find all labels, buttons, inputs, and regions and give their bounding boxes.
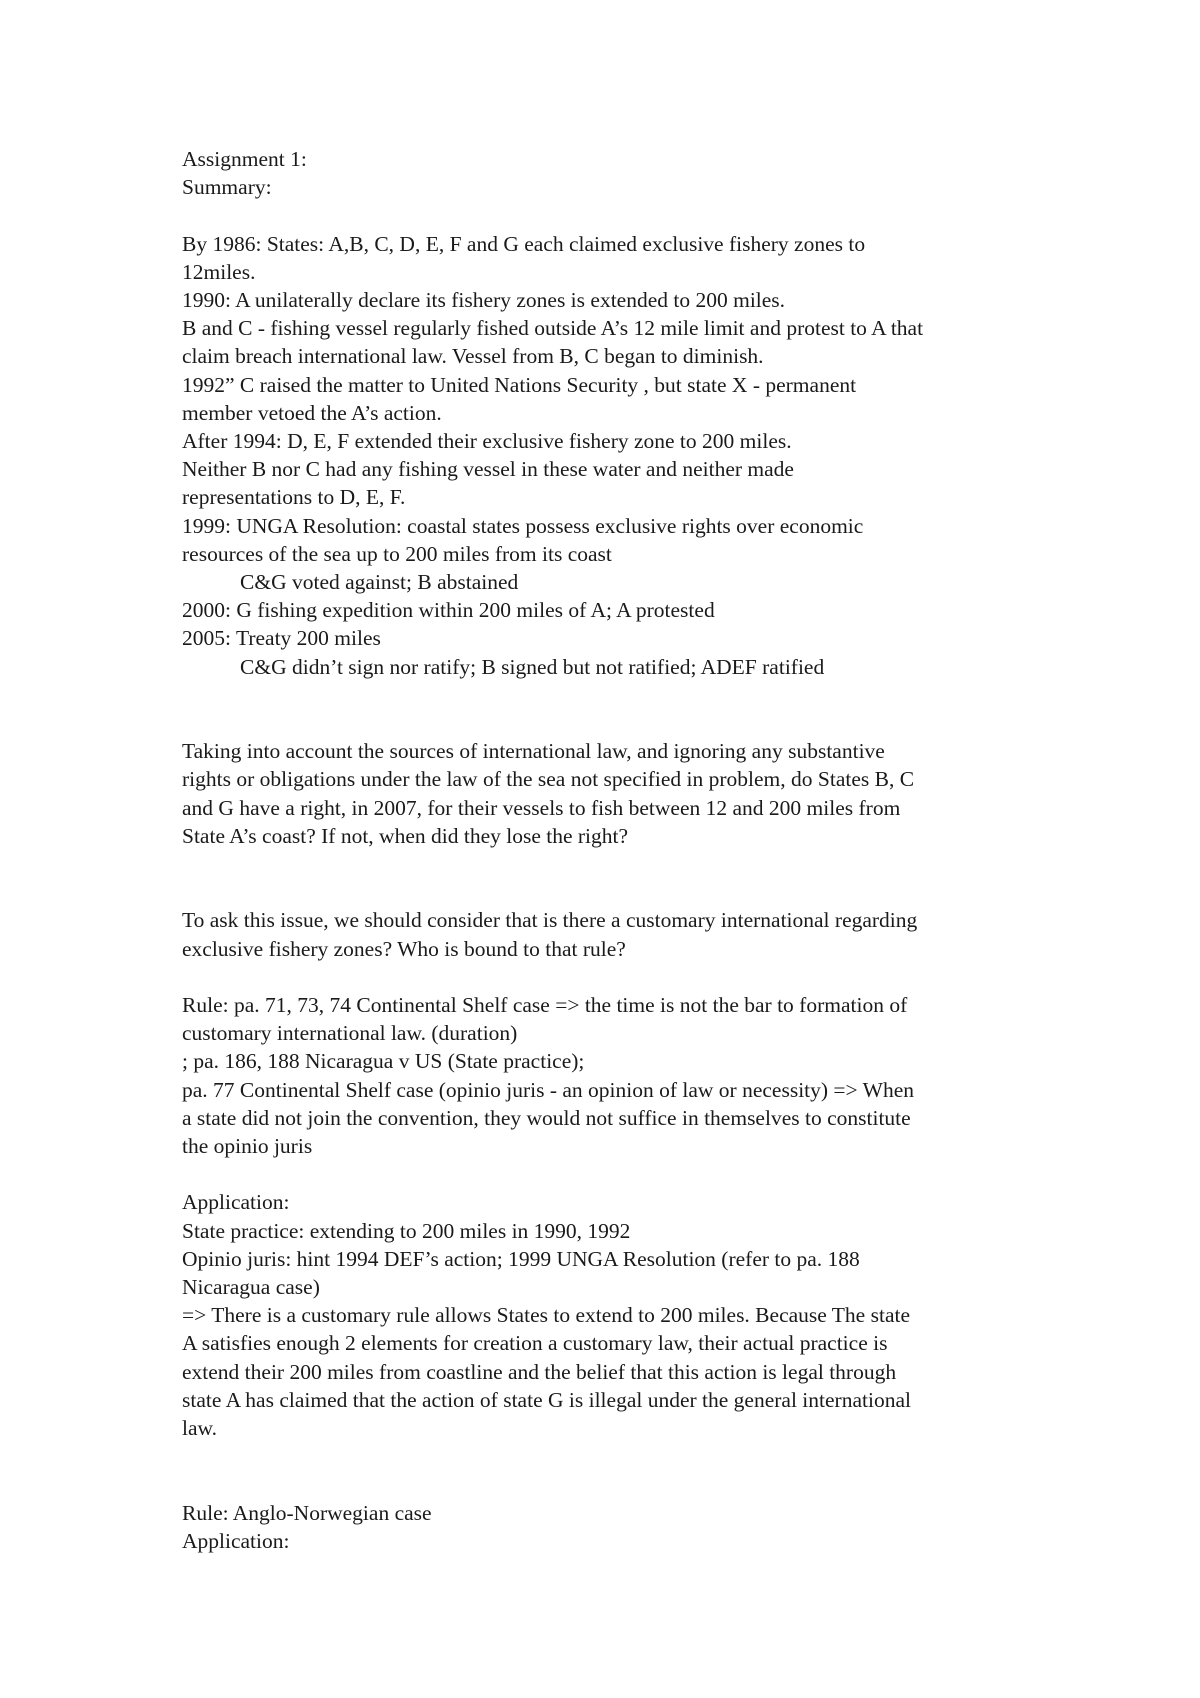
question-line: State A’s coast? If not, when did they lose the right? <box>182 823 629 848</box>
summary-line: Neither B nor C had any fishing vessel in these water and neither made <box>182 457 794 482</box>
rule-line: the opinio juris <box>182 1134 313 1159</box>
application-line: law. <box>182 1416 218 1441</box>
assignment-title: Assignment 1: <box>182 147 307 171</box>
rule2-section <box>182 1499 1042 1555</box>
application-line: A satisfies enough 2 elements for creation a customary law, their actual practice is <box>182 1331 888 1356</box>
rule2-line: Rule: Anglo-Norwegian case <box>182 1500 432 1525</box>
spacer <box>182 850 1042 878</box>
application-line: extend their 200 miles from coastline and the belief that this action is legal through <box>182 1359 897 1384</box>
spacer <box>182 681 1042 709</box>
question-section <box>182 737 1042 850</box>
application2-line: Application: <box>182 1528 290 1553</box>
rule-line: a state did not join the convention, they would not suffice in themselves to constitute <box>182 1105 911 1130</box>
application-line: state A has claimed that the action of state G is illegal under the general international <box>182 1387 911 1412</box>
application-line: Application: <box>182 1190 290 1215</box>
summary-line-indented: C&G voted against; B abstained <box>240 570 519 595</box>
spacer <box>182 1442 1042 1470</box>
summary-line: 1999: UNGA Resolution: coastal states possess exclusive rights over economic <box>182 513 864 538</box>
spacer <box>182 878 1042 906</box>
spacer <box>182 201 1042 229</box>
issue-line: To ask this issue, we should consider that is there a customary international regarding <box>182 908 918 933</box>
summary-line: B and C - fishing vessel regularly fished outside A’s 12 mile limit and protest to A that <box>182 316 924 341</box>
application-line: => There is a customary rule allows States to extend to 200 miles. Because The state <box>182 1303 910 1328</box>
summary-line: claim breach international law. Vessel from B, C began to diminish. <box>182 344 764 369</box>
document-page <box>182 145 1042 1555</box>
question-line: and G have a right, in 2007, for their vessels to fish between 12 and 200 miles from <box>182 795 901 820</box>
application-line: Nicaragua case) <box>182 1275 320 1300</box>
summary-line-indented: C&G didn’t sign nor ratify; B signed but not ratified; ADEF ratified <box>240 654 825 679</box>
summary-line: 1990: A unilaterally declare its fishery zones is extended to 200 miles. <box>182 288 786 312</box>
question-line: rights or obligations under the law of the sea not specified in problem, do States B, C <box>182 767 915 792</box>
summary-line: representations to D, E, F. <box>182 485 406 510</box>
summary-label: Summary: <box>182 175 272 200</box>
rule-line: ; pa. 186, 188 Nicaragua v US (State practice); <box>182 1049 585 1074</box>
summary-line: By 1986: States: A,B, C, D, E, F and G each claimed exclusive fishery zones to <box>182 231 866 256</box>
spacer <box>182 1470 1042 1498</box>
application-line: State practice: extending to 200 miles in 1990, 1992 <box>182 1218 631 1243</box>
application-line: Opinio juris: hint 1994 DEF’s action; 1999 UNGA Resolution (refer to pa. 188 <box>182 1246 860 1271</box>
rule-line: customary international law. (duration) <box>182 1021 518 1046</box>
rule-line: Rule: pa. 71, 73, 74 Continental Shelf case => the time is not the bar to formation of <box>182 993 908 1017</box>
summary-line: resources of the sea up to 200 miles from its coast <box>182 541 612 566</box>
spacer <box>182 1160 1042 1188</box>
issue-line: exclusive fishery zones? Who is bound to that rule? <box>182 936 626 961</box>
summary-line: 2000: G fishing expedition within 200 miles of A; A protested <box>182 598 715 623</box>
question-line: Taking into account the sources of international law, and ignoring any substantive <box>182 739 885 764</box>
issue-section <box>182 906 1042 962</box>
rule-line: pa. 77 Continental Shelf case (opinio juris - an opinion of law or necessity) => When <box>182 1077 914 1102</box>
spacer <box>182 963 1042 991</box>
summary-line: 12miles. <box>182 259 256 284</box>
application-section <box>182 1188 1042 1442</box>
summary-line: 1992” C raised the matter to United Nations Security , but state X - permanent <box>182 372 857 397</box>
summary-line: member vetoed the A’s action. <box>182 400 442 425</box>
rule-section <box>182 991 1042 1160</box>
summary-line: 2005: Treaty 200 miles <box>182 626 381 651</box>
summary-line: After 1994: D, E, F extended their exclusive fishery zone to 200 miles. <box>182 429 792 454</box>
summary-section <box>182 230 1042 681</box>
spacer <box>182 709 1042 737</box>
